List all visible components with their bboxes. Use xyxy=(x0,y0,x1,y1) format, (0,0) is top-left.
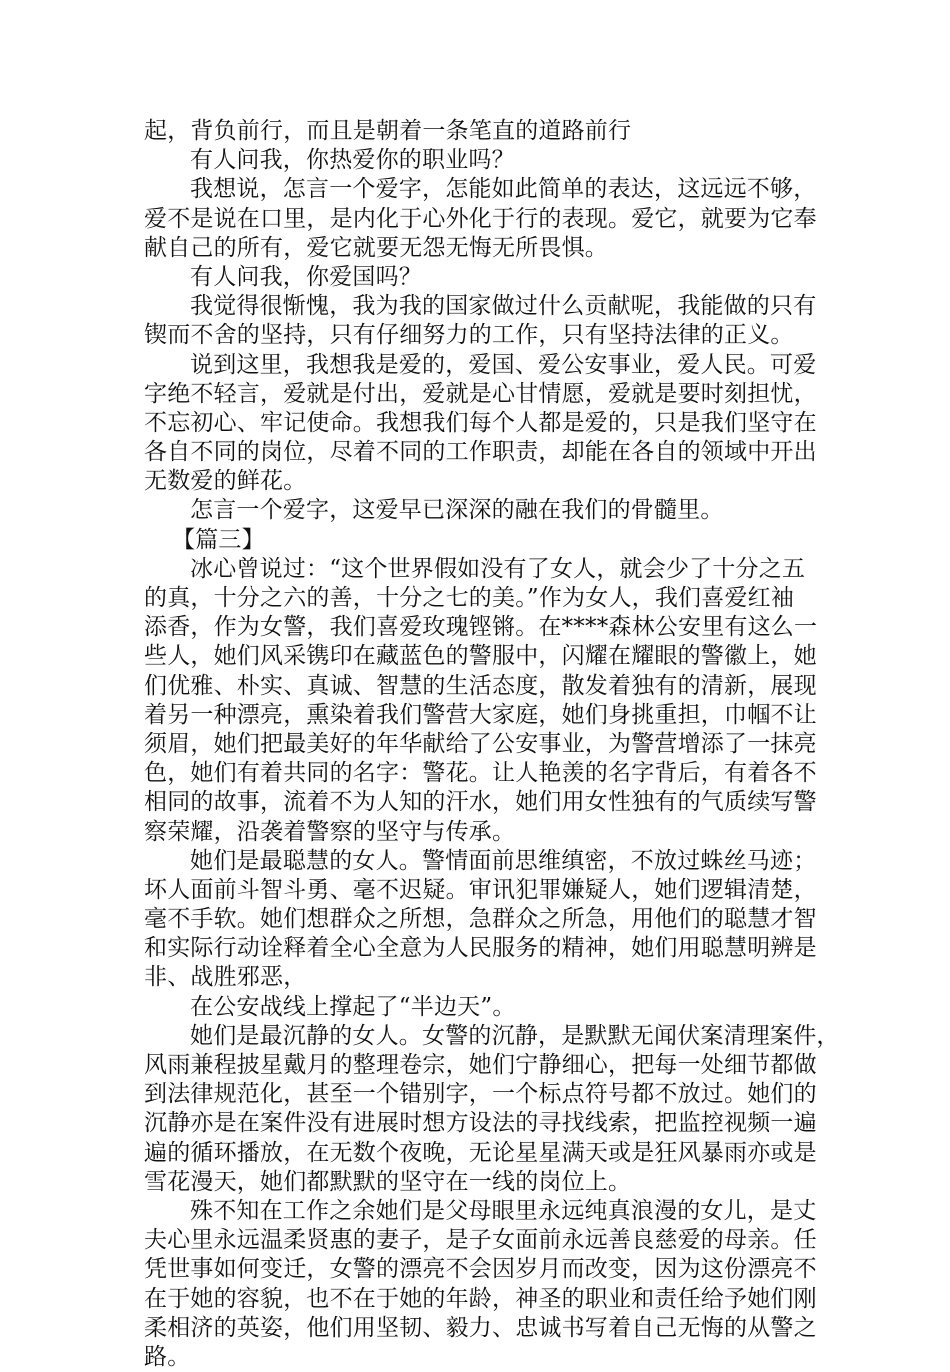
text-line: 我想说，怎言一个爱字，怎能如此简单的表达，这远远不够， xyxy=(190,176,817,203)
text-line: 的真，十分之六的善，十分之七的美。”作为女人，我们喜爱红袖 xyxy=(144,585,795,611)
text-line: 夫心里永远温柔贤惠的妻子，是子女面前永远善良慈爱的母亲。任 xyxy=(144,1227,817,1254)
document-body xyxy=(144,117,840,1372)
text-line: 说到这里，我想我是爱的，爱国、爱公安事业，爱人民。可爱 xyxy=(190,351,817,378)
text-line: 殊不知在工作之余她们是父母眼里永远纯真浪漫的女儿，是丈 xyxy=(190,1197,817,1224)
text-line: 有人问我，你热爱你的职业吗？ xyxy=(190,147,515,174)
text-line: 怎言一个爱字，这爱早已深深的融在我们的骨髓里。 xyxy=(190,497,724,524)
text-line: 凭世事如何变迁，女警的漂亮不会因岁月而改变，因为这份漂亮不 xyxy=(144,1256,817,1283)
text-line: 和实际行动诠释着全心全意为人民服务的精神，她们用聪慧明辨是 xyxy=(144,935,817,962)
text-line: 路。 xyxy=(144,1343,191,1370)
text-line: 她们是最沉静的女人。女警的沉静，是默默无闻伏案清理案件， xyxy=(190,1022,840,1049)
text-line: 们优雅、朴实、真诚、智慧的生活态度，散发着独有的清新，展现 xyxy=(144,672,817,699)
text-line: 到法律规范化，甚至一个错别字，一个标点符号都不放过。她们的 xyxy=(144,1081,817,1108)
text-line: 在公安战线上撑起了“半边天”。 xyxy=(190,993,516,1020)
text-line: 添香，作为女警，我们喜爱玫瑰铿锵。在****森林公安里有这么一 xyxy=(144,614,818,641)
text-line: 察荣耀，沿袭着警察的坚守与传承。 xyxy=(144,818,516,845)
text-line: 冰心曾说过：“这个世界假如没有了女人，就会少了十分之五 xyxy=(190,555,806,582)
text-line: 毫不手软。她们想群众之所想，急群众之所急，用他们的聪慧才智 xyxy=(144,906,817,933)
text-line: 她们是最聪慧的女人。警情面前思维缜密，不放过蛛丝马迹； xyxy=(190,847,817,874)
text-line: 须眉，她们把最美好的年华献给了公安事业，为警营增添了一抹亮 xyxy=(144,730,817,757)
text-line: 非、战胜邪恶， xyxy=(144,964,307,991)
text-line: 不忘初心、牢记使命。我想我们每个人都是爱的，只是我们坚守在 xyxy=(144,409,817,436)
text-line: 坏人面前斗智斗勇、毫不迟疑。审讯犯罪嫌疑人，她们逻辑清楚， xyxy=(144,876,817,903)
text-line: 起，背负前行，而且是朝着一条笔直的道路前行 xyxy=(144,118,632,144)
text-line: 着另一种漂亮，熏染着我们警营大家庭，她们身挑重担，巾帼不让 xyxy=(144,701,817,728)
text-line: 锲而不舍的坚持，只有仔细努力的工作，只有坚持法律的正义。 xyxy=(144,322,794,349)
text-line: 相同的故事，流着不为人知的汗水，她们用女性独有的气质续写警 xyxy=(144,789,817,816)
text-line: 雪花漫天，她们都默默的坚守在一线的岗位上。 xyxy=(144,1168,632,1195)
section-heading: 【篇三】 xyxy=(172,526,265,553)
text-line: 各自不同的岗位，尽着不同的工作职责，却能在各自的领域中开出 xyxy=(144,439,817,466)
text-line: 在于她的容貌，也不在于她的年龄，神圣的职业和责任给予她们刚 xyxy=(144,1285,817,1312)
text-line: 有人问我，你爱国吗？ xyxy=(190,263,422,290)
text-line: 沉静亦是在案件没有进展时想方设法的寻找线索，把监控视频一遍 xyxy=(144,1110,817,1137)
text-line: 风雨兼程披星戴月的整理卷宗，她们宁静细心，把每一处细节都做 xyxy=(144,1052,817,1078)
text-line: 柔相济的英姿，他们用坚韧、毅力、忠诚书写着自己无悔的从警之 xyxy=(144,1314,817,1341)
text-line: 爱不是说在口里，是内化于心外化于行的表现。爱它，就要为它奉 xyxy=(144,205,817,232)
text-line: 遍的循环播放，在无数个夜晚，无论星星满天或是狂风暴雨亦或是 xyxy=(144,1139,817,1166)
text-line: 字绝不轻言，爱就是付出，爱就是心甘情愿，爱就是要时刻担忧， xyxy=(144,380,817,407)
text-line: 色，她们有着共同的名字：警花。让人艳羡的名字背后，有着各不 xyxy=(144,760,817,787)
text-line: 我觉得很惭愧，我为我的国家做过什么贡献呢，我能做的只有 xyxy=(190,293,817,320)
text-line: 无数爱的鲜花。 xyxy=(144,468,307,495)
text-line: 献自己的所有，爱它就要无怨无悔无所畏惧。 xyxy=(144,234,608,261)
text-line: 些人，她们风采镌印在藏蓝色的警服中，闪耀在耀眼的警徽上，她 xyxy=(144,643,817,670)
